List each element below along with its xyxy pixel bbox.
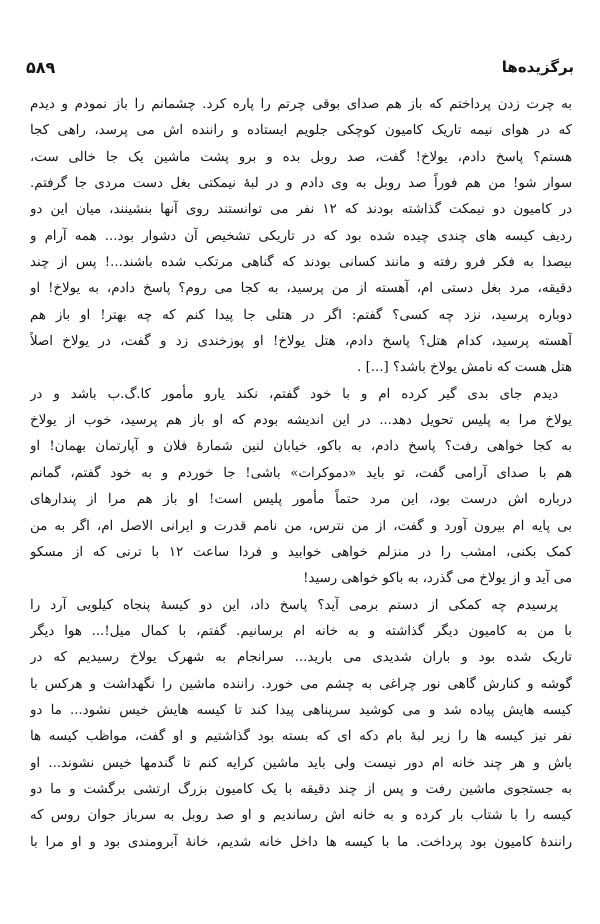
text-line: می آید و از یولاخ می گذرد، به باکو خواهی رسید! [303, 571, 572, 587]
paragraph [30, 92, 572, 382]
page-header [26, 58, 574, 80]
text-line: که در هوای نیمه تاریک کامیون کوچکی جلویم ایستاده و راننده اش می پرسد، راهی کجا [30, 123, 572, 139]
text-line: نفر نیز کیسه ها را زیر لبهٔ بام دکه ای که بسته بود گذاشتیم و او گفت، مواظب کیسه ها [30, 729, 572, 745]
running-title: برگزیده‌ها [501, 58, 574, 76]
text-line: تاریک شده بود و باران شدیدی می بارید... سرانجام به شهرک یولاخ رسیدیم که در [30, 650, 572, 666]
text-line: آهسته پرسید، کدام هتل؟ پاسخ دادم، هتل یولاخ! او پوزخندی زد و گفت، در یولاخ اصلاً [30, 334, 572, 350]
text-line: هستم؟ پاسخ دادم، یولاخ! گفت، صد روبل بده و برو پشت ماشین یک جا خالی ست، [30, 149, 572, 165]
text-line: پرسیدم چه کمکی از دستم برمی آید؟ پاسخ داد، این دو کیسهٔ پنجاه کیلویی آرد را [30, 597, 558, 613]
paragraph [30, 593, 572, 856]
text-line: با من به کامیون دیگر گذاشته و به خانه ام برسانیم. گفتم، با کمال میل!... هوا دیگر [30, 623, 572, 639]
text-line: به جستجوی ماشین رفت و پس از چند دقیقه با یک کامیون بزرگ ارتشی برگشت و ما دو [30, 781, 572, 797]
text-line: بی پایه ام بیرون آورد و گفت، از من نترس، من نامم قدرت و ایرانی الاصل ام، اگر به من [30, 518, 572, 534]
paragraph [30, 382, 572, 593]
text-line: به کجا خواهی رفت؟ پاسخ دادم، به باکو، خیابان لنین شمارهٔ فلان و آپارتمان بهمان! او [30, 439, 572, 455]
text-line: هم با صدای آرامی گفت، تو باید «دموکرات» باشی! جا خوردم و به خود گفتم، گمانم [30, 465, 572, 481]
text-line: در کامیون دو نیمکت گذاشته بودند که ۱۲ نفر می توانستند روی آنها بنشینند، میان این دو [30, 202, 572, 218]
text-line: ردیف کیسه های چندی چیده شده بود که در تاریکی تشخیص آن دشوار بود... همه آرام و [30, 228, 572, 244]
text-line: هتل هست که نامش یولاخ باشد؟ [...] . [357, 360, 572, 376]
text-line: به چرت زدن پرداختم که باز هم صدای بوقی چرتم را پاره کرد. چشمانم را باز نمودم و دیدم [30, 97, 572, 112]
text-line: بیصدا به فکر فرو رفته و مانند کسانی بودند که گناهی مرتکب شده باشند...! پس از چند [30, 255, 572, 271]
text-line: دیدم جای بدی گیر کرده ام و با خود گفتم، نکند یارو مأمور کا.گ.ب باشد و در [30, 386, 558, 402]
text-line: یولاخ مرا به پلیس تحویل دهد... در این اندیشه بودم که او باز هم پرسید، خوب از یولاخ [30, 413, 572, 429]
text-line: گوشه و کنارش گاهی نور چراغی به چشم می خورد. راننده ماشین را نگهداشت و هرکس با [30, 676, 572, 692]
text-line: درباره اش درست بود، این مرد حتماً مأمور پلیس است! او باز هم مرا از پندارهای [30, 492, 572, 508]
text-line: رانندهٔ کامیون بود پرداخت. ما با کیسه ها داخل خانه شدیم، خانهٔ آبرومندی بود و او مرا با [30, 834, 572, 850]
text-line: کمک بکنی، امشب را در منزلم خواهی خوابید و فردا ساعت ۱۲ با ترنی که از مسکو [30, 544, 572, 560]
page-number: ۵۸۹ [26, 58, 56, 77]
text-line: دوباره پرسید، نزد چه کسی؟ گفتم: اگر در هتلی جا پیدا کنم که چه بهتر! او باز هم [30, 307, 572, 323]
body-text [30, 92, 572, 856]
text-line: باش و هر چند خانه ام دور نیست ولی باید ماشین کرایه کنم تا گندمها خیس نشوند... او [30, 755, 572, 771]
text-line: کیسه هایش پیاده شد و می کوشید سرپناهی پیدا کند تا کیسه هایش خیس نشود... ما دو [30, 702, 572, 718]
text-line: دقیقه، مرد بغل دستی ام، آهسته از من پرسید، به کجا می روم؟ پاسخ دادم، به یولاخ! او [30, 281, 572, 297]
text-line: کیسه را با شتاب بار کرده و به خانه اش رساندیم و او صد روبل به سرباز جوان روس که [30, 808, 572, 824]
text-line: سوار شو! من هم فوراً صد روبل به وی دادم و در لبهٔ نیمکتی بغل دست مردی جا گرفتم. [30, 176, 572, 192]
